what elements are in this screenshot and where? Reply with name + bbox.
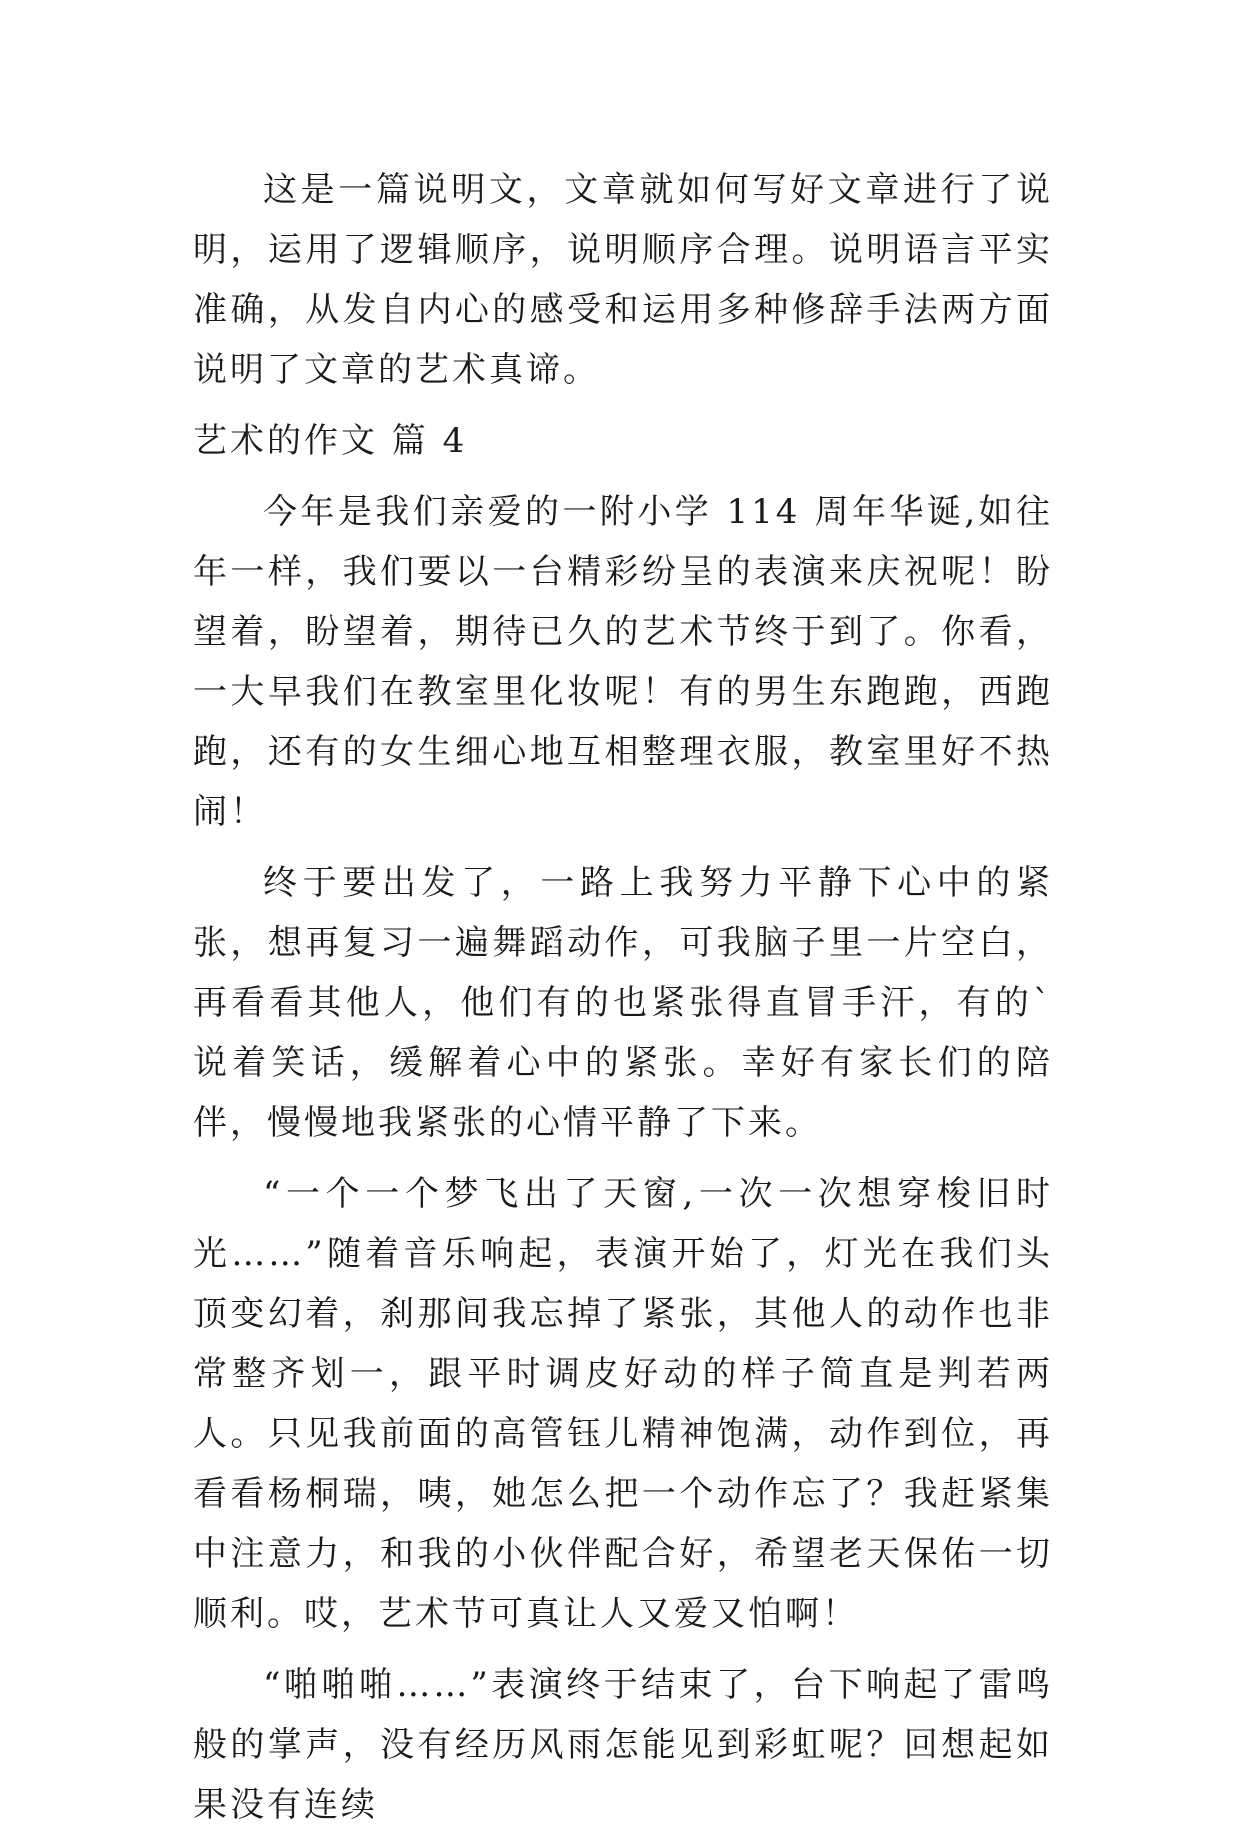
paragraph-4: “啪啪啪……”表演终于结束了，台下响起了雷鸣般的掌声，没有经历风雨怎能见到彩虹呢？回想起如果没有连续	[193, 1665, 1053, 1825]
paragraph-summary: 这是一篇说明文，文章就如何写好文章进行了说明，运用了逻辑顺序，说明顺序合理。说明语言平实准确，从发自内心的感受和运用多种修辞手法两方面说明了文章的艺术真谛。	[193, 170, 1053, 390]
paragraph-3: “一个一个梦飞出了天窗,一次一次想穿梭旧时光……”随着音乐响起，表演开始了，灯光在我们头顶变幻着，刹那间我忘掉了紧张，其他人的动作也非常整齐划一，跟平时调皮好动的样子简直是判若两人。只见我前面的高管钰儿精神饱满，动作到位，再看看杨桐瑞，咦，她怎么把一个动作忘了？我赶紧集中注意力，和我的小伙伴配合好，希望老天保佑一切顺利。哎，艺术节可真让人又爱又怕啊！	[193, 1174, 1053, 1634]
section-title: 艺术的作文 篇 4	[193, 421, 468, 461]
paragraph-2: 终于要出发了，一路上我努力平静下心中的紧张，想再复习一遍舞蹈动作，可我脑子里一片空白，再看看其他人，他们有的也紧张得直冒手汗，有的`说着笑话，缓解着心中的紧张。幸好有家长们的陪伴，慢慢地我紧张的心情平静了下来。	[193, 863, 1053, 1143]
document-body	[193, 160, 1053, 1846]
paragraph-1: 今年是我们亲爱的一附小学 114 周年华诞,如往年一样，我们要以一台精彩纷呈的表演来庆祝呢！盼望着，盼望着，期待已久的艺术节终于到了。你看，一大早我们在教室里化妆呢！有的男生东跑跑，西跑跑，还有的女生细心地互相整理衣服，教室里好不热闹！	[193, 492, 1053, 832]
